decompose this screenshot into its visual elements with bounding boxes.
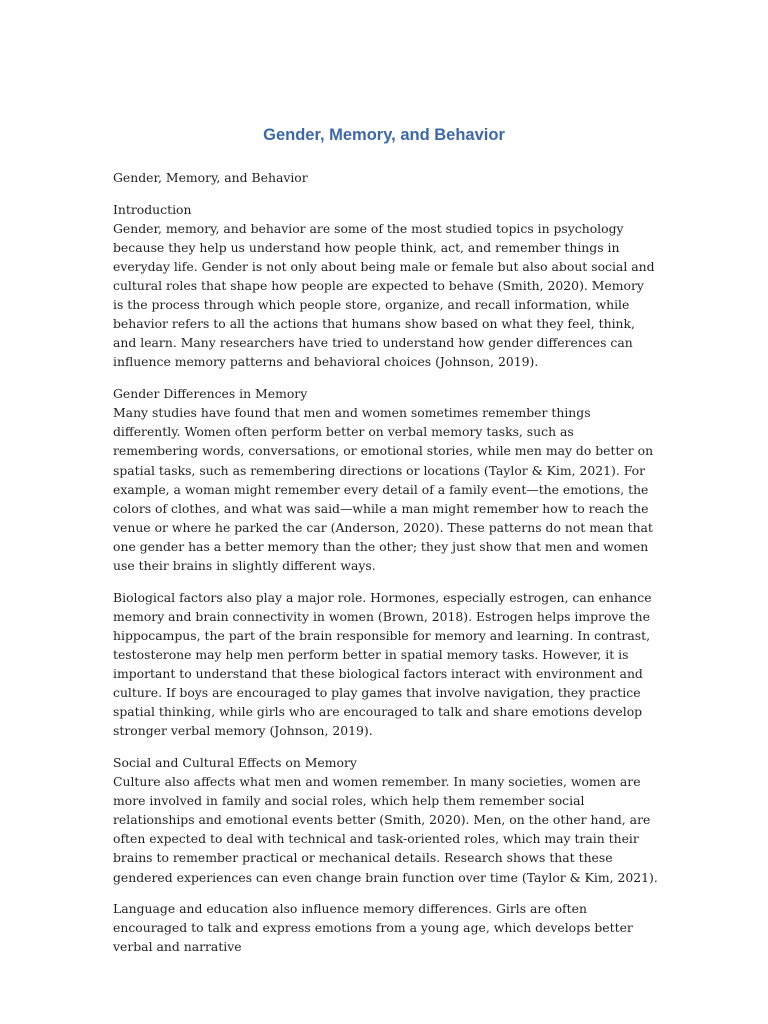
- social-cultural-heading: Social and Cultural Effects on Memory: [113, 755, 357, 770]
- social-cultural-paragraph-2: Language and education also influence memory differences. Girls are often encouraged to talk and express emotions from a young age, which develops better verbal and narrative: [113, 901, 633, 955]
- gender-differences-section: [113, 384, 658, 575]
- social-cultural-section: [113, 753, 658, 887]
- gender-differences-paragraph-1: Many studies have found that men and women sometimes remember things differently. Women often perform better on verbal memory tasks, such as remembering words, conversations, or emotional stories, while men may do better on spatial tasks, such as remembering directions or locations (Taylor & Kim, 2021). For example, a woman might remember every detail of a family event—the emotions, the colors of clothes, and what was said—while a man might remember how to reach the venue or where he parked the car (Anderson, 2020). These patterns do not mean that one gender has a better memory than the other; they just show that men and women use their brains in slightly different ways.: [113, 405, 654, 573]
- document-body: [113, 168, 658, 969]
- introduction-section: [113, 200, 658, 372]
- gender-differences-paragraph-2: Biological factors also play a major role. Hormones, especially estrogen, can enhance memory and brain connectivity in women (Brown, 2018). Estrogen helps improve the hippocampus, the part of the brain responsible for memory and learning. In contrast, testosterone may help men perform better in spatial memory tasks. However, it is important to understand that these biological factors interact with environment and culture. If boys are encouraged to play games that involve navigation, they practice spatial thinking, while girls who are encouraged to talk and share emotions develop stronger verbal memory (Johnson, 2019).: [113, 589, 652, 739]
- gender-differences-heading: Gender Differences in Memory: [113, 386, 308, 402]
- document-subtitle: Gender, Memory, and Behavior: [113, 170, 308, 185]
- document-title: Gender, Memory, and Behavior: [263, 126, 505, 144]
- introduction-paragraph: Gender, memory, and behavior are some of the most studied topics in psychology because they help us understand how people think, act, and remember things in everyday life. Gender is not only about being male or female but also about social and cultural roles that shape how people are expected to behave (Smith, 2020). Memory is the process through which people store, organize, and recall information, while behavior refers to all the actions that humans show based on what they feel, think, and learn. Many researchers have tried to understand how gender differences can influence memory patterns and behavioral choices (Johnson, 2019).: [113, 220, 655, 370]
- introduction-heading: Introduction: [113, 201, 192, 217]
- social-cultural-paragraph-1: Culture also affects what men and women remember. In many societies, women are more involved in family and social roles, which help them remember social relationships and emotional events better (Smith, 2020). Men, on the other hand, are often expected to deal with technical and task-oriented roles, which may train their brains to remember practical or mechanical details. Research shows that these gendered experiences can even change brain function over time (Taylor & Kim, 2021).: [113, 774, 658, 885]
